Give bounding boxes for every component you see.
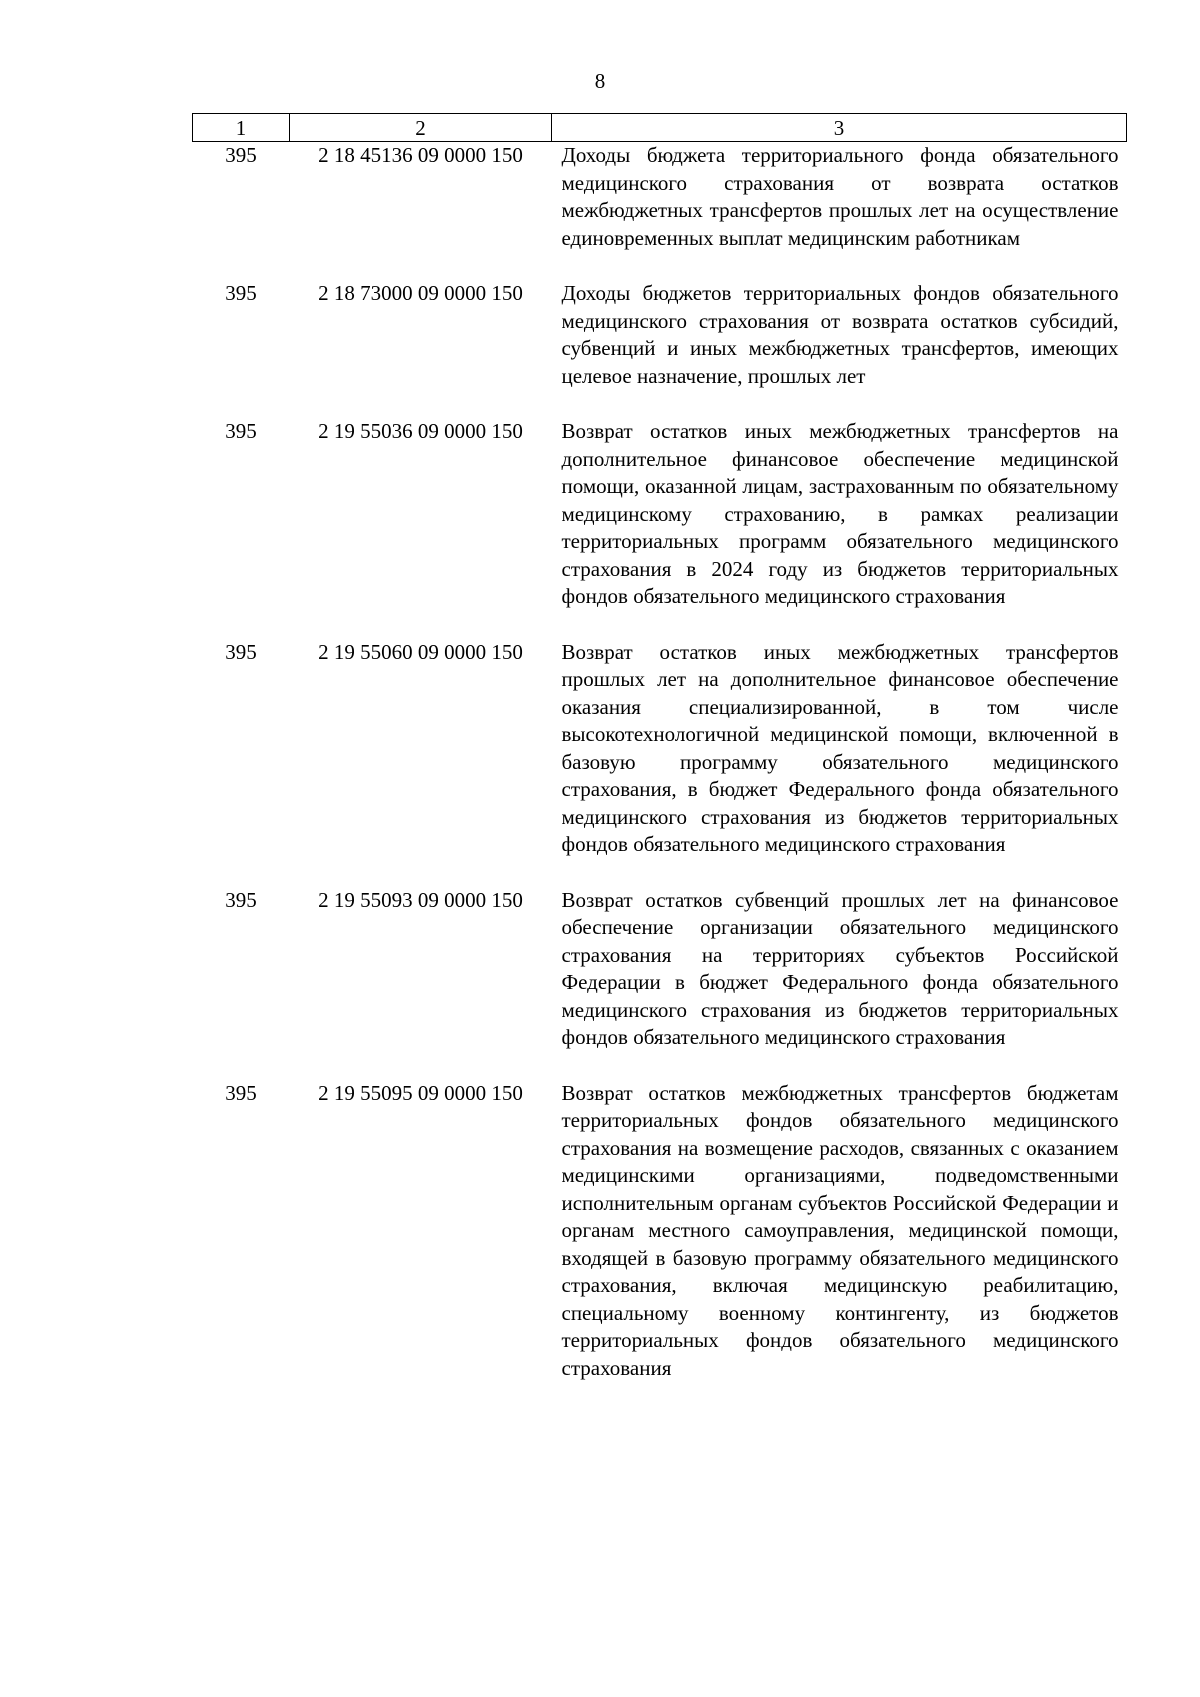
table-row xyxy=(193,418,1127,639)
kbk-code-cell: 2 18 73000 09 0000 150 xyxy=(318,281,523,305)
admin-code-cell: 395 xyxy=(225,639,257,664)
table-row xyxy=(193,142,1127,281)
kbk-code-cell: 2 19 55036 09 0000 150 xyxy=(318,419,523,443)
description-cell: Возврат остатков иных межбюджетных трансфертов прошлых лет на дополнительное финансовое обеспечение оказания специализированной, в том числе высокотехнологичной медицинской помощи, включенной в базовую программу обязательного медицинского страхования, в бюджет Федерального фонда обязательного медицинского страхования из бюджетов территориальных фондов обязательного медицинского страхования xyxy=(561,639,1119,856)
column-header-2: 2 xyxy=(290,114,552,142)
table-header-row xyxy=(193,114,1127,142)
kbk-code-cell: 2 18 45136 09 0000 150 xyxy=(318,143,523,167)
description-cell: Возврат остатков иных межбюджетных трансфертов на дополнительное финансовое обеспечение медицинской помощи, оказанной лицам, застрахованным по обязательному медицинскому страхованию, в рамках реализации территориальных программ обязательного медицинского страхования в 2024 году из бюджетов территориальных фондов обязательного медицинского страхования xyxy=(561,419,1119,608)
description-cell: Возврат остатков межбюджетных трансфертов бюджетам территориальных фондов обязательного медицинского страхования на возмещение расходов, связанных с оказанием медицинскими организациями, подведомственными исполнительным органам субъектов Российской Федерации и органам местного самоуправления, медицинской помощи, входящей в базовую программу обязательного медицинского страхования, включая медицинскую реабилитацию, специальному военному контингенту, из бюджетов территориальных фондов обязательного медицинского страхования xyxy=(561,1080,1119,1380)
column-header-1: 1 xyxy=(193,114,290,142)
table-header xyxy=(193,114,1127,142)
description-cell: Возврат остатков субвенций прошлых лет на финансовое обеспечение организации обязательного медицинского страхования на территориях субъектов Российской Федерации в бюджет Федерального фонда обязательного медицинского страхования из бюджетов территориальных фондов обязательного медицинского страхования xyxy=(561,887,1119,1049)
table-row xyxy=(193,639,1127,887)
table-row xyxy=(193,280,1127,418)
kbk-code-cell: 2 19 55060 09 0000 150 xyxy=(318,639,523,664)
table-row xyxy=(193,1080,1127,1411)
description-cell: Доходы бюджетов территориальных фондов обязательного медицинского страхования от возврата остатков субсидий, субвенций и иных межбюджетных трансфертов, имеющих целевое назначение, прошлых лет xyxy=(561,281,1119,388)
page-number: 8 xyxy=(594,69,606,93)
admin-code-cell: 395 xyxy=(225,887,257,912)
admin-code-cell: 395 xyxy=(225,143,257,167)
kbk-code-cell: 2 19 55095 09 0000 150 xyxy=(318,1080,523,1105)
admin-code-cell: 395 xyxy=(225,419,257,443)
income-codes-table xyxy=(192,113,1127,1410)
description-cell: Доходы бюджета территориального фонда обязательного медицинского страхования от возврата остатков межбюджетных трансфертов прошлых лет на осуществление единовременных выплат медицинским работникам xyxy=(561,143,1119,250)
column-header-3: 3 xyxy=(552,114,1127,142)
admin-code-cell: 395 xyxy=(225,281,257,305)
table-row xyxy=(193,887,1127,1080)
kbk-code-cell: 2 19 55093 09 0000 150 xyxy=(318,887,523,912)
table-body xyxy=(193,142,1127,1411)
admin-code-cell: 395 xyxy=(225,1080,257,1105)
